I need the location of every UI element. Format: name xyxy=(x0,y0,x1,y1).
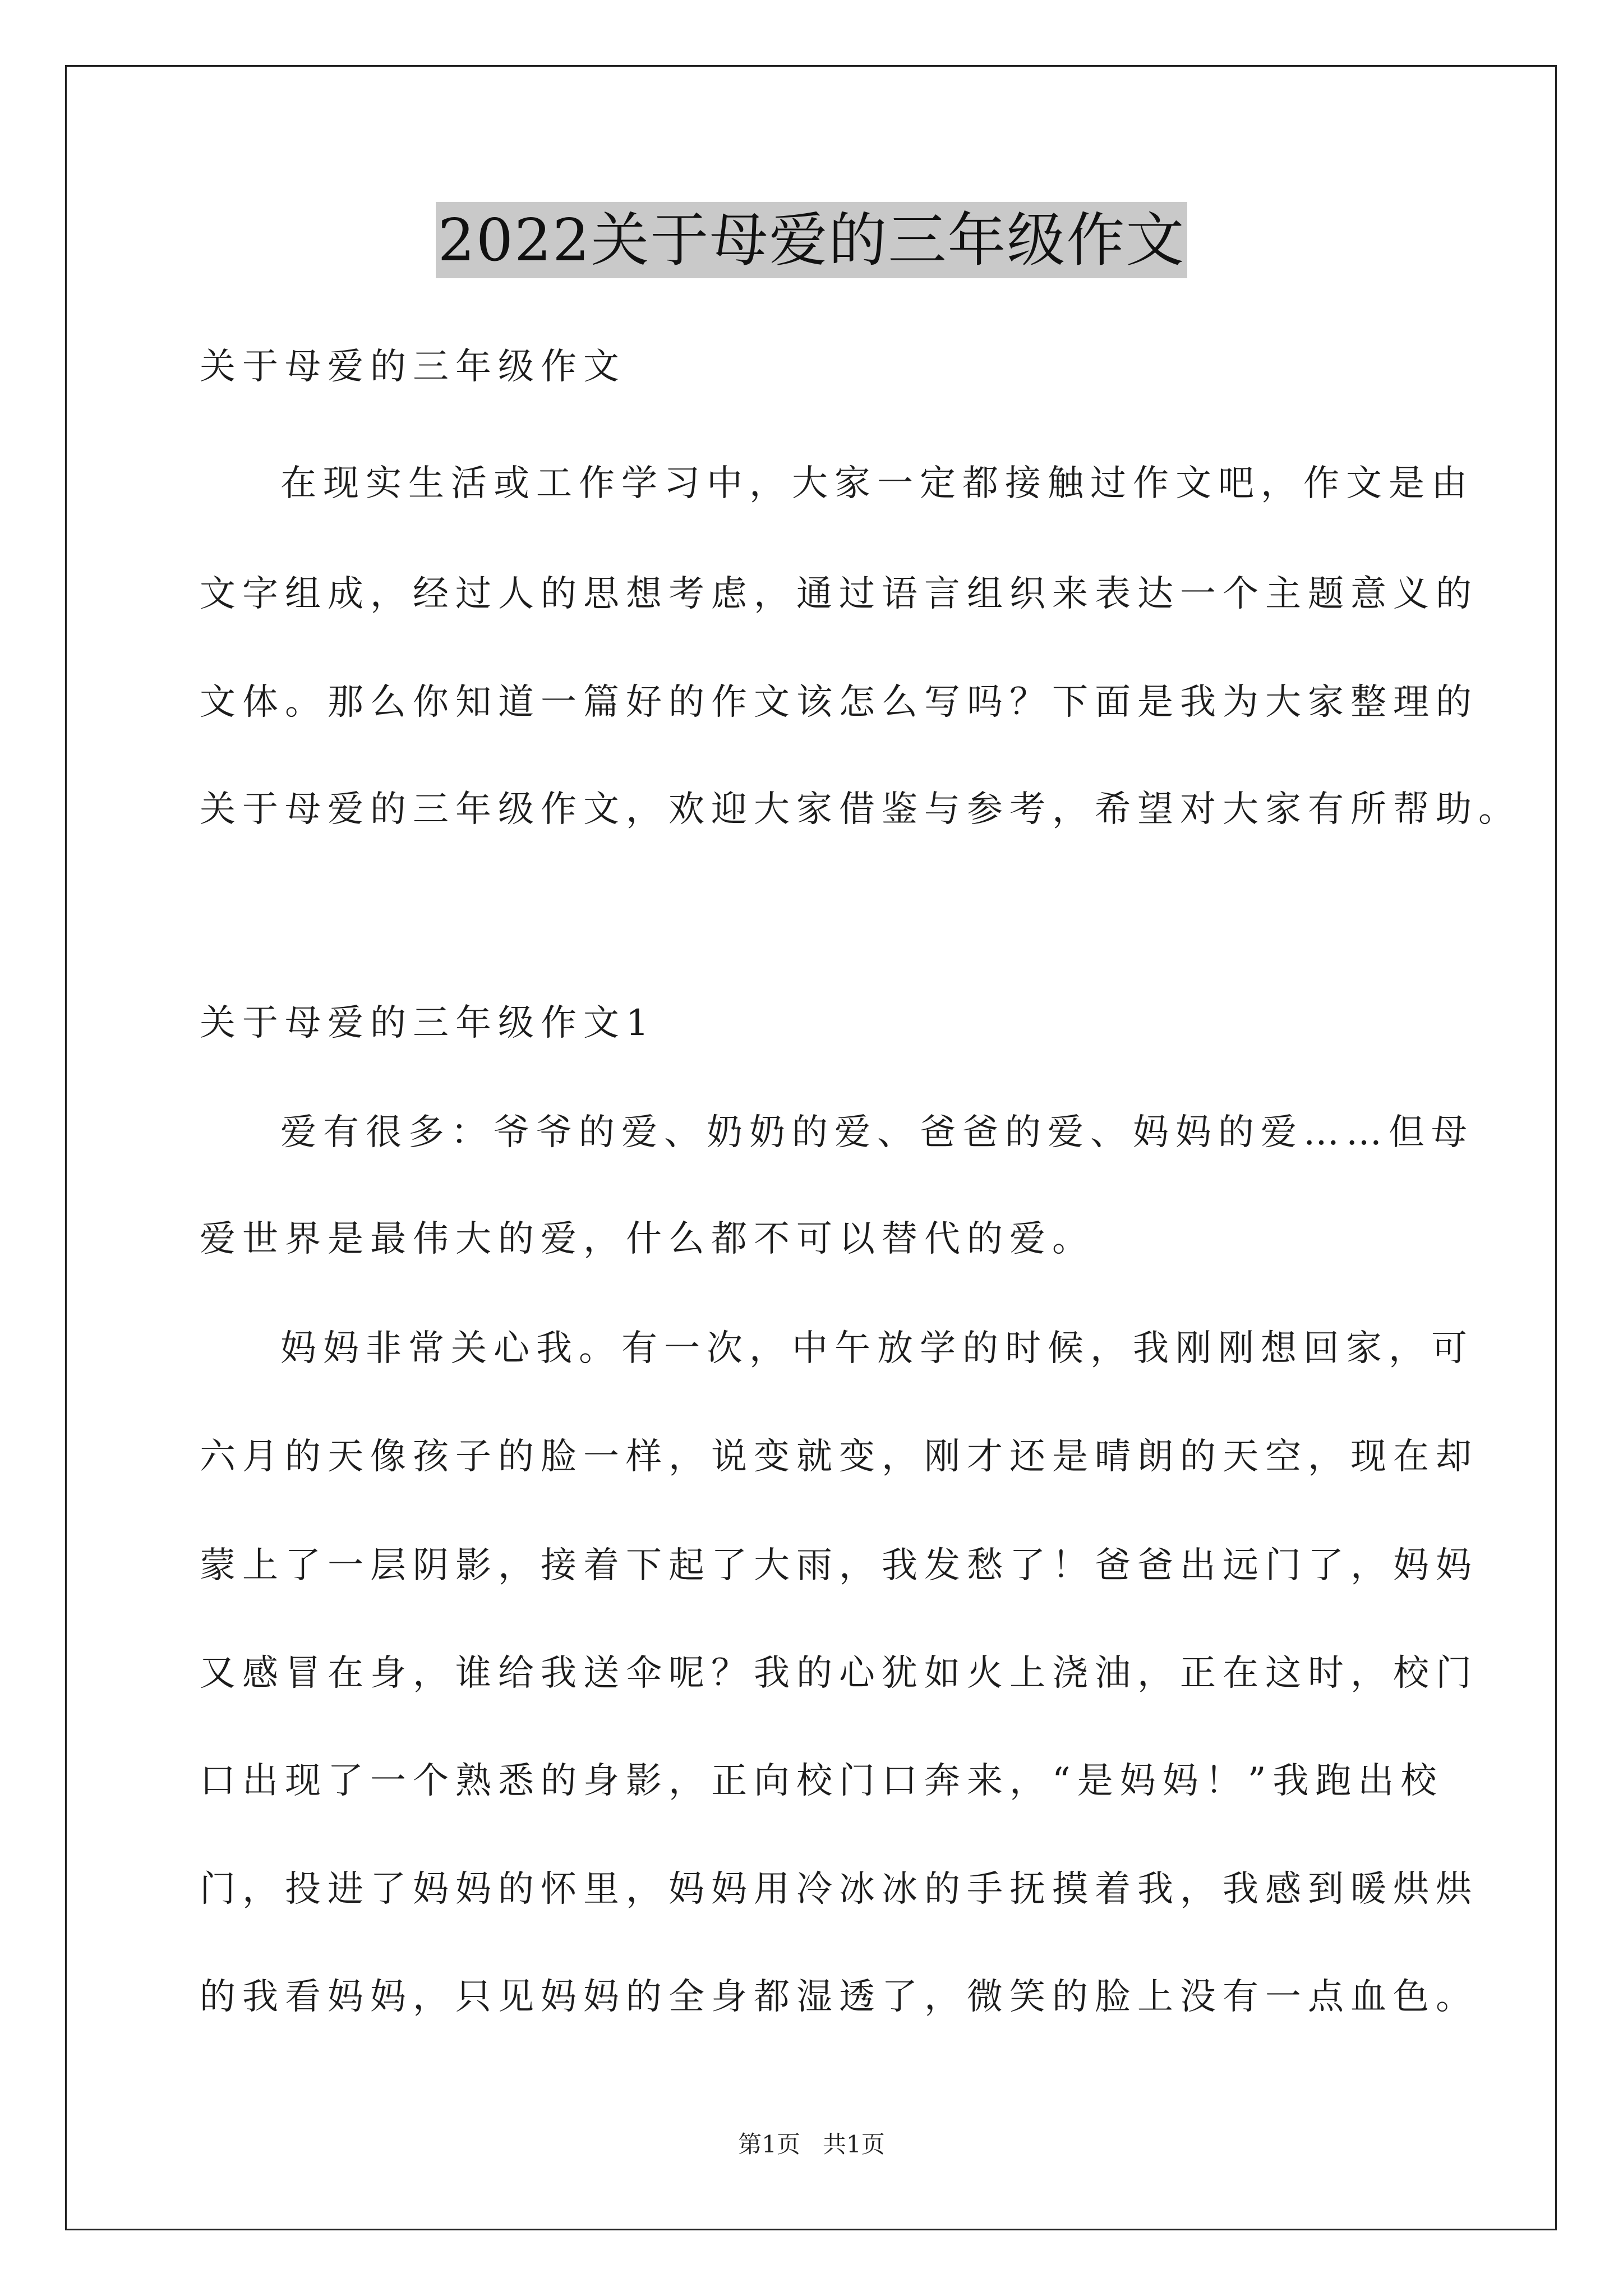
paragraph-line: 门，投进了妈妈的怀里，妈妈用冷冰冰的手抚摸着我，我感到暖烘烘 xyxy=(200,1869,1478,1910)
title-container xyxy=(0,202,1623,278)
paragraph-line: 蒙上了一层阴影，接着下起了大雨，我发愁了！爸爸出远门了，妈妈 xyxy=(200,1545,1478,1586)
document-title: 2022关于母爱的三年级作文 xyxy=(436,202,1188,278)
paragraph-line: 爱有很多：爷爷的爱、奶奶的爱、爸爸的爱、妈妈的爱……但母 xyxy=(280,1112,1474,1153)
section-heading-intro: 关于母爱的三年级作文 xyxy=(200,346,626,388)
paragraph-line: 又感冒在身，谁给我送伞呢？我的心犹如火上浇油，正在这时，校门 xyxy=(200,1653,1478,1694)
page-number-footer: 第1页 共1页 xyxy=(738,2131,885,2158)
section-heading-essay-1: 关于母爱的三年级作文1 xyxy=(200,1002,656,1044)
paragraph-line: 文体。那么你知道一篇好的作文该怎么写吗？下面是我为大家整理的 xyxy=(200,682,1478,723)
paragraph-line: 的我看妈妈，只见妈妈的全身都湿透了，微笑的脸上没有一点血色。 xyxy=(200,1976,1478,2018)
paragraph-line: 妈妈非常关心我。有一次，中午放学的时候，我刚刚想回家，可 xyxy=(280,1328,1474,1369)
paragraph-line: 口出现了一个熟悉的身影，正向校门口奔来，“是妈妈！”我跑出校 xyxy=(200,1760,1444,1802)
paragraph-line: 关于母爱的三年级作文，欢迎大家借鉴与参考，希望对大家有所帮助。 xyxy=(200,789,1521,830)
paragraph-line: 在现实生活或工作学习中，大家一定都接触过作文吧，作文是由 xyxy=(280,463,1474,504)
paragraph-line: 六月的天像孩子的脸一样，说变就变，刚才还是晴朗的天空，现在却 xyxy=(200,1436,1478,1478)
paragraph-line: 文字组成，经过人的思想考虑，通过语言组织来表达一个主题意义的 xyxy=(200,573,1478,615)
paragraph-line: 爱世界是最伟大的爱，什么都不可以替代的爱。 xyxy=(200,1218,1095,1260)
